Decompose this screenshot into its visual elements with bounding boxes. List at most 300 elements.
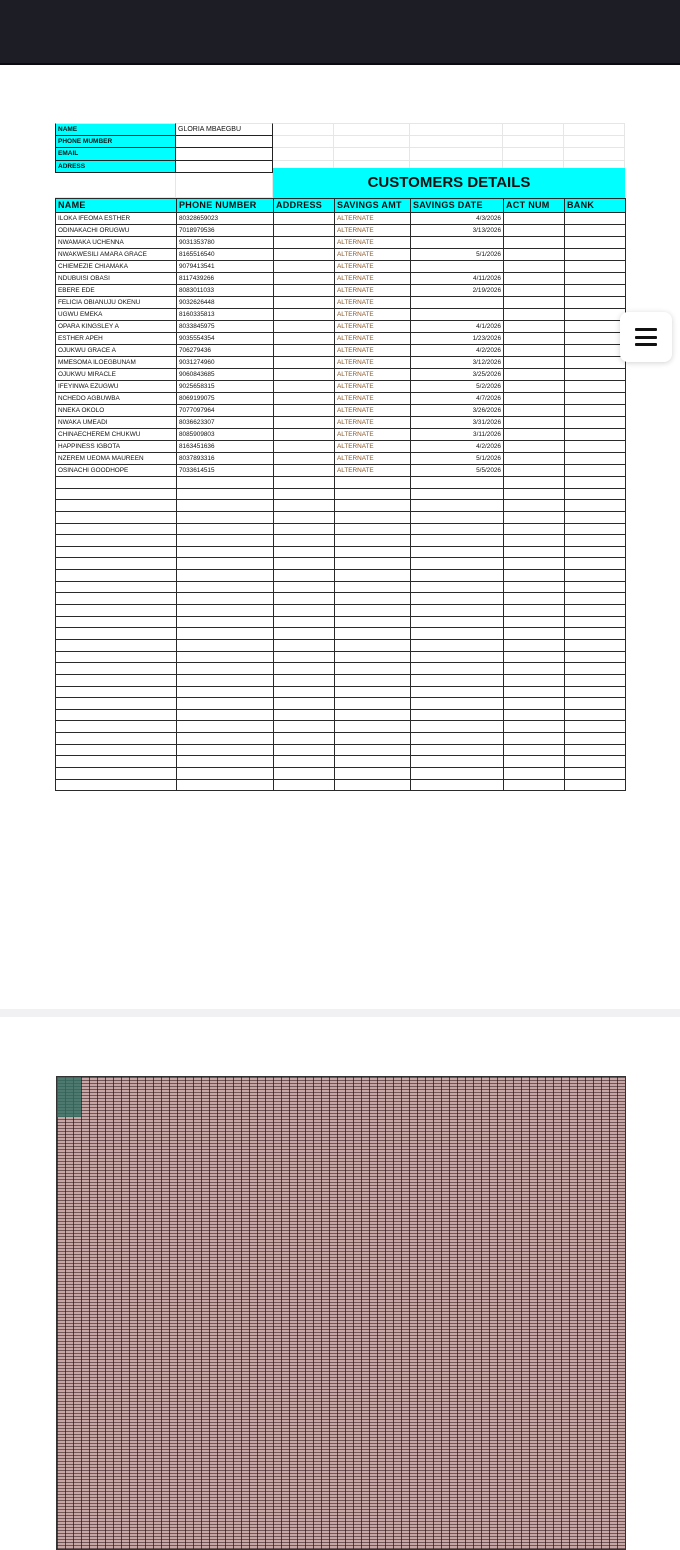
cell-bank[interactable]: [565, 357, 626, 369]
cell-bank[interactable]: [565, 570, 626, 582]
cell-act-num[interactable]: [504, 721, 565, 733]
cell-bank[interactable]: [565, 511, 626, 523]
cell-act-num[interactable]: [504, 309, 565, 321]
cell-savings-date[interactable]: [411, 297, 504, 309]
cell-name[interactable]: [56, 768, 177, 780]
cell-address[interactable]: [274, 535, 335, 547]
cell-address[interactable]: [274, 249, 335, 261]
cell-address[interactable]: [274, 756, 335, 768]
cell-savings-amt[interactable]: [335, 488, 411, 500]
cell-bank[interactable]: [565, 581, 626, 593]
cell-savings-date[interactable]: 2/19/2026: [411, 285, 504, 297]
cell-name[interactable]: [56, 616, 177, 628]
cell-bank[interactable]: [565, 709, 626, 721]
cell-act-num[interactable]: [504, 511, 565, 523]
cell-phone[interactable]: 8117439266: [177, 273, 274, 285]
cell-savings-amt[interactable]: ALTERNATE: [335, 393, 411, 405]
cell-phone[interactable]: 8083011033: [177, 285, 274, 297]
cell-phone[interactable]: [177, 477, 274, 489]
cell-phone[interactable]: [177, 779, 274, 791]
cell-phone[interactable]: [177, 558, 274, 570]
cell-savings-date[interactable]: [411, 511, 504, 523]
cell-phone[interactable]: [177, 756, 274, 768]
cell-savings-amt[interactable]: ALTERNATE: [335, 381, 411, 393]
cell-savings-amt[interactable]: [335, 698, 411, 710]
cell-savings-date[interactable]: [411, 309, 504, 321]
cell-address[interactable]: [274, 593, 335, 605]
cell-savings-date[interactable]: [411, 768, 504, 780]
cell-name[interactable]: [56, 744, 177, 756]
cell-address[interactable]: [274, 511, 335, 523]
cell-savings-amt[interactable]: ALTERNATE: [335, 261, 411, 273]
cell-savings-amt[interactable]: [335, 709, 411, 721]
cell-phone[interactable]: [177, 581, 274, 593]
cell-address[interactable]: [274, 369, 335, 381]
cell-act-num[interactable]: [504, 477, 565, 489]
cell-savings-amt[interactable]: [335, 546, 411, 558]
cell-address[interactable]: [274, 477, 335, 489]
cell-address[interactable]: [274, 628, 335, 640]
cell-bank[interactable]: [565, 345, 626, 357]
cell-name[interactable]: EBERE EDE: [56, 285, 177, 297]
cell-savings-amt[interactable]: [335, 639, 411, 651]
cell-name[interactable]: [56, 709, 177, 721]
cell-savings-amt[interactable]: ALTERNATE: [335, 321, 411, 333]
cell-phone[interactable]: 8085909803: [177, 429, 274, 441]
cell-phone[interactable]: 9035554354: [177, 333, 274, 345]
cell-act-num[interactable]: [504, 369, 565, 381]
cell-act-num[interactable]: [504, 570, 565, 582]
cell-bank[interactable]: [565, 237, 626, 249]
cell-phone[interactable]: 8033845975: [177, 321, 274, 333]
cell-bank[interactable]: [565, 651, 626, 663]
cell-act-num[interactable]: [504, 321, 565, 333]
menu-button[interactable]: [620, 312, 672, 362]
cell-phone[interactable]: [177, 523, 274, 535]
cell-savings-amt[interactable]: [335, 651, 411, 663]
cell-address[interactable]: [274, 639, 335, 651]
cell-savings-amt[interactable]: ALTERNATE: [335, 453, 411, 465]
cell-savings-amt[interactable]: [335, 558, 411, 570]
cell-bank[interactable]: [565, 465, 626, 477]
cell-act-num[interactable]: [504, 345, 565, 357]
cell-name[interactable]: [56, 581, 177, 593]
cell-savings-date[interactable]: [411, 756, 504, 768]
cell-address[interactable]: [274, 616, 335, 628]
cell-act-num[interactable]: [504, 393, 565, 405]
cell-savings-amt[interactable]: ALTERNATE: [335, 285, 411, 297]
cell-address[interactable]: [274, 213, 335, 225]
cell-address[interactable]: [274, 709, 335, 721]
cell-name[interactable]: [56, 477, 177, 489]
cell-savings-amt[interactable]: [335, 523, 411, 535]
cell-savings-date[interactable]: [411, 605, 504, 617]
cell-address[interactable]: [274, 698, 335, 710]
cell-address[interactable]: [274, 225, 335, 237]
cell-savings-date[interactable]: 4/7/2026: [411, 393, 504, 405]
cell-act-num[interactable]: [504, 674, 565, 686]
cell-act-num[interactable]: [504, 733, 565, 745]
cell-savings-date[interactable]: 1/23/2026: [411, 333, 504, 345]
cell-savings-date[interactable]: 3/11/2026: [411, 429, 504, 441]
cell-bank[interactable]: [565, 249, 626, 261]
cell-name[interactable]: [56, 488, 177, 500]
cell-savings-date[interactable]: [411, 237, 504, 249]
cell-name[interactable]: [56, 511, 177, 523]
cell-act-num[interactable]: [504, 663, 565, 675]
cell-name[interactable]: ILOKA IFEOMA ESTHER: [56, 213, 177, 225]
cell-savings-amt[interactable]: [335, 779, 411, 791]
cell-bank[interactable]: [565, 381, 626, 393]
cell-savings-amt[interactable]: [335, 628, 411, 640]
cell-bank[interactable]: [565, 405, 626, 417]
cell-bank[interactable]: [565, 628, 626, 640]
cell-bank[interactable]: [565, 369, 626, 381]
cell-bank[interactable]: [565, 500, 626, 512]
cell-phone[interactable]: [177, 616, 274, 628]
cell-savings-date[interactable]: [411, 628, 504, 640]
cell-savings-date[interactable]: [411, 523, 504, 535]
cell-bank[interactable]: [565, 674, 626, 686]
cell-savings-amt[interactable]: ALTERNATE: [335, 213, 411, 225]
cell-phone[interactable]: [177, 535, 274, 547]
cell-act-num[interactable]: [504, 273, 565, 285]
cell-savings-date[interactable]: [411, 744, 504, 756]
cell-phone[interactable]: [177, 698, 274, 710]
cell-name[interactable]: [56, 686, 177, 698]
cell-phone[interactable]: [177, 605, 274, 617]
cell-bank[interactable]: [565, 698, 626, 710]
cell-act-num[interactable]: [504, 441, 565, 453]
cell-savings-amt[interactable]: ALTERNATE: [335, 273, 411, 285]
cell-bank[interactable]: [565, 273, 626, 285]
cell-name[interactable]: [56, 639, 177, 651]
cell-savings-amt[interactable]: [335, 593, 411, 605]
cell-name[interactable]: [56, 628, 177, 640]
cell-act-num[interactable]: [504, 639, 565, 651]
cell-address[interactable]: [274, 500, 335, 512]
cell-address[interactable]: [274, 273, 335, 285]
cell-phone[interactable]: 9025658315: [177, 381, 274, 393]
cell-address[interactable]: [274, 345, 335, 357]
cell-phone[interactable]: 706279436: [177, 345, 274, 357]
cell-savings-amt[interactable]: [335, 768, 411, 780]
cell-savings-amt[interactable]: [335, 686, 411, 698]
cell-address[interactable]: [274, 381, 335, 393]
cell-savings-date[interactable]: [411, 500, 504, 512]
cell-name[interactable]: [56, 546, 177, 558]
cell-savings-date[interactable]: [411, 546, 504, 558]
cell-act-num[interactable]: [504, 417, 565, 429]
cell-savings-amt[interactable]: [335, 605, 411, 617]
cell-address[interactable]: [274, 393, 335, 405]
cell-savings-amt[interactable]: ALTERNATE: [335, 429, 411, 441]
cell-address[interactable]: [274, 465, 335, 477]
cell-savings-amt[interactable]: [335, 511, 411, 523]
cell-address[interactable]: [274, 285, 335, 297]
cell-bank[interactable]: [565, 429, 626, 441]
cell-bank[interactable]: [565, 686, 626, 698]
cell-act-num[interactable]: [504, 535, 565, 547]
cell-act-num[interactable]: [504, 546, 565, 558]
cell-savings-amt[interactable]: [335, 733, 411, 745]
cell-savings-amt[interactable]: ALTERNATE: [335, 249, 411, 261]
cell-phone[interactable]: 7033614515: [177, 465, 274, 477]
cell-savings-date[interactable]: [411, 616, 504, 628]
cell-name[interactable]: [56, 500, 177, 512]
cell-savings-amt[interactable]: ALTERNATE: [335, 357, 411, 369]
cell-address[interactable]: [274, 523, 335, 535]
cell-bank[interactable]: [565, 285, 626, 297]
cell-name[interactable]: [56, 663, 177, 675]
cell-act-num[interactable]: [504, 213, 565, 225]
cell-savings-amt[interactable]: ALTERNATE: [335, 225, 411, 237]
cell-phone[interactable]: 80328659023: [177, 213, 274, 225]
cell-phone[interactable]: [177, 733, 274, 745]
cell-name[interactable]: [56, 570, 177, 582]
cell-address[interactable]: [274, 651, 335, 663]
cell-name[interactable]: NZEREM UEOMA MAUREEN: [56, 453, 177, 465]
cell-phone[interactable]: [177, 709, 274, 721]
cell-savings-date[interactable]: [411, 261, 504, 273]
cell-name[interactable]: NCHEDO AGBUWBA: [56, 393, 177, 405]
cell-act-num[interactable]: [504, 593, 565, 605]
cell-phone[interactable]: 8163451636: [177, 441, 274, 453]
cell-name[interactable]: [56, 535, 177, 547]
cell-address[interactable]: [274, 686, 335, 698]
cell-savings-amt[interactable]: ALTERNATE: [335, 465, 411, 477]
cell-address[interactable]: [274, 297, 335, 309]
cell-bank[interactable]: [565, 744, 626, 756]
cell-name[interactable]: IFEYINWA EZUGWU: [56, 381, 177, 393]
cell-act-num[interactable]: [504, 333, 565, 345]
cell-name[interactable]: ESTHER APEH: [56, 333, 177, 345]
cell-savings-amt[interactable]: ALTERNATE: [335, 417, 411, 429]
cell-name[interactable]: [56, 523, 177, 535]
cell-act-num[interactable]: [504, 686, 565, 698]
cell-bank[interactable]: [565, 333, 626, 345]
cell-act-num[interactable]: [504, 488, 565, 500]
cell-name[interactable]: UGWU EMEKA: [56, 309, 177, 321]
cell-savings-amt[interactable]: ALTERNATE: [335, 345, 411, 357]
cell-address[interactable]: [274, 674, 335, 686]
cell-phone[interactable]: [177, 546, 274, 558]
cell-savings-date[interactable]: 5/1/2026: [411, 453, 504, 465]
cell-address[interactable]: [274, 405, 335, 417]
cell-savings-date[interactable]: 3/26/2026: [411, 405, 504, 417]
cell-savings-amt[interactable]: ALTERNATE: [335, 369, 411, 381]
cell-act-num[interactable]: [504, 756, 565, 768]
cell-act-num[interactable]: [504, 225, 565, 237]
cell-savings-date[interactable]: [411, 698, 504, 710]
cell-name[interactable]: [56, 779, 177, 791]
cell-name[interactable]: ODINAKACHI ORUGWU: [56, 225, 177, 237]
cell-name[interactable]: [56, 593, 177, 605]
cell-bank[interactable]: [565, 546, 626, 558]
cell-address[interactable]: [274, 570, 335, 582]
cell-address[interactable]: [274, 417, 335, 429]
cell-savings-amt[interactable]: [335, 616, 411, 628]
cell-phone[interactable]: 9031353780: [177, 237, 274, 249]
cell-savings-amt[interactable]: ALTERNATE: [335, 405, 411, 417]
cell-bank[interactable]: [565, 453, 626, 465]
cell-bank[interactable]: [565, 535, 626, 547]
cell-bank[interactable]: [565, 488, 626, 500]
cell-savings-date[interactable]: [411, 686, 504, 698]
cell-savings-date[interactable]: [411, 593, 504, 605]
cell-name[interactable]: OJUKWU GRACE A: [56, 345, 177, 357]
cell-address[interactable]: [274, 333, 335, 345]
cell-act-num[interactable]: [504, 709, 565, 721]
cell-phone[interactable]: 7077097964: [177, 405, 274, 417]
cell-act-num[interactable]: [504, 581, 565, 593]
cell-bank[interactable]: [565, 639, 626, 651]
cell-name[interactable]: NDUBUISI OBASI: [56, 273, 177, 285]
cell-bank[interactable]: [565, 213, 626, 225]
cell-bank[interactable]: [565, 261, 626, 273]
cell-address[interactable]: [274, 488, 335, 500]
cell-phone[interactable]: [177, 500, 274, 512]
cell-address[interactable]: [274, 453, 335, 465]
cell-savings-date[interactable]: [411, 674, 504, 686]
cell-address[interactable]: [274, 261, 335, 273]
cell-bank[interactable]: [565, 721, 626, 733]
cell-bank[interactable]: [565, 663, 626, 675]
cell-phone[interactable]: 7018979536: [177, 225, 274, 237]
cell-bank[interactable]: [565, 309, 626, 321]
cell-savings-date[interactable]: [411, 721, 504, 733]
cell-phone[interactable]: 9031274960: [177, 357, 274, 369]
cell-name[interactable]: OSINACHI GOODHOPE: [56, 465, 177, 477]
cell-bank[interactable]: [565, 779, 626, 791]
cell-savings-date[interactable]: 3/12/2026: [411, 357, 504, 369]
cell-name[interactable]: NWAKA UMEADI: [56, 417, 177, 429]
cell-name[interactable]: NWAMAKA UCHENNA: [56, 237, 177, 249]
cell-phone[interactable]: [177, 768, 274, 780]
cell-name[interactable]: [56, 698, 177, 710]
cell-savings-amt[interactable]: ALTERNATE: [335, 333, 411, 345]
cell-address[interactable]: [274, 441, 335, 453]
cell-phone[interactable]: 9079413541: [177, 261, 274, 273]
cell-address[interactable]: [274, 721, 335, 733]
cell-bank[interactable]: [565, 593, 626, 605]
cell-act-num[interactable]: [504, 357, 565, 369]
cell-act-num[interactable]: [504, 698, 565, 710]
cell-savings-amt[interactable]: ALTERNATE: [335, 441, 411, 453]
cell-act-num[interactable]: [504, 285, 565, 297]
cell-act-num[interactable]: [504, 768, 565, 780]
cell-savings-amt[interactable]: [335, 663, 411, 675]
cell-phone[interactable]: 9032626448: [177, 297, 274, 309]
cell-phone[interactable]: [177, 488, 274, 500]
cell-phone[interactable]: [177, 593, 274, 605]
cell-act-num[interactable]: [504, 651, 565, 663]
cell-savings-date[interactable]: [411, 535, 504, 547]
cell-savings-amt[interactable]: [335, 535, 411, 547]
cell-bank[interactable]: [565, 297, 626, 309]
cell-address[interactable]: [274, 779, 335, 791]
cell-address[interactable]: [274, 429, 335, 441]
cell-savings-amt[interactable]: [335, 581, 411, 593]
cell-phone[interactable]: [177, 511, 274, 523]
cell-bank[interactable]: [565, 605, 626, 617]
cell-act-num[interactable]: [504, 523, 565, 535]
cell-phone[interactable]: [177, 628, 274, 640]
cell-name[interactable]: [56, 651, 177, 663]
cell-phone[interactable]: 9060843685: [177, 369, 274, 381]
cell-savings-amt[interactable]: [335, 500, 411, 512]
cell-phone[interactable]: [177, 651, 274, 663]
cell-name[interactable]: CHIEMEZIE CHIAMAKA: [56, 261, 177, 273]
cell-phone[interactable]: [177, 639, 274, 651]
cell-savings-date[interactable]: [411, 558, 504, 570]
cell-phone[interactable]: [177, 674, 274, 686]
cell-savings-date[interactable]: [411, 477, 504, 489]
cell-savings-date[interactable]: 4/1/2026: [411, 321, 504, 333]
cell-bank[interactable]: [565, 417, 626, 429]
cell-name[interactable]: FELICIA OBIANUJU OKENU: [56, 297, 177, 309]
cell-savings-date[interactable]: [411, 733, 504, 745]
cell-act-num[interactable]: [504, 237, 565, 249]
cell-savings-date[interactable]: [411, 488, 504, 500]
cell-savings-amt[interactable]: [335, 674, 411, 686]
cell-address[interactable]: [274, 605, 335, 617]
cell-savings-date[interactable]: 5/2/2026: [411, 381, 504, 393]
cell-savings-date[interactable]: [411, 581, 504, 593]
cell-bank[interactable]: [565, 321, 626, 333]
cell-phone[interactable]: [177, 744, 274, 756]
cell-act-num[interactable]: [504, 381, 565, 393]
cell-bank[interactable]: [565, 225, 626, 237]
cell-name[interactable]: [56, 756, 177, 768]
cell-act-num[interactable]: [504, 744, 565, 756]
cell-savings-date[interactable]: [411, 651, 504, 663]
cell-name[interactable]: [56, 558, 177, 570]
cell-address[interactable]: [274, 357, 335, 369]
cell-name[interactable]: HAPPINESS IGBOTA: [56, 441, 177, 453]
cell-bank[interactable]: [565, 733, 626, 745]
cell-phone[interactable]: 8160335813: [177, 309, 274, 321]
cell-address[interactable]: [274, 558, 335, 570]
cell-savings-amt[interactable]: [335, 756, 411, 768]
cell-savings-date[interactable]: [411, 663, 504, 675]
cell-phone[interactable]: 8069199075: [177, 393, 274, 405]
cell-savings-date[interactable]: 4/3/2026: [411, 213, 504, 225]
cell-savings-date[interactable]: 3/31/2026: [411, 417, 504, 429]
cell-bank[interactable]: [565, 558, 626, 570]
cell-address[interactable]: [274, 581, 335, 593]
cell-act-num[interactable]: [504, 779, 565, 791]
cell-bank[interactable]: [565, 477, 626, 489]
cell-bank[interactable]: [565, 756, 626, 768]
cell-savings-amt[interactable]: [335, 477, 411, 489]
cell-act-num[interactable]: [504, 249, 565, 261]
cell-address[interactable]: [274, 546, 335, 558]
cell-address[interactable]: [274, 237, 335, 249]
cell-name[interactable]: OPARA KINGSLEY A: [56, 321, 177, 333]
cell-savings-date[interactable]: 5/5/2026: [411, 465, 504, 477]
cell-name[interactable]: [56, 605, 177, 617]
cell-savings-amt[interactable]: ALTERNATE: [335, 297, 411, 309]
cell-phone[interactable]: [177, 686, 274, 698]
cell-savings-amt[interactable]: ALTERNATE: [335, 237, 411, 249]
cell-name[interactable]: CHINAECHEREM CHUKWU: [56, 429, 177, 441]
cell-act-num[interactable]: [504, 465, 565, 477]
cell-bank[interactable]: [565, 393, 626, 405]
cell-act-num[interactable]: [504, 616, 565, 628]
cell-savings-amt[interactable]: [335, 570, 411, 582]
cell-phone[interactable]: [177, 721, 274, 733]
